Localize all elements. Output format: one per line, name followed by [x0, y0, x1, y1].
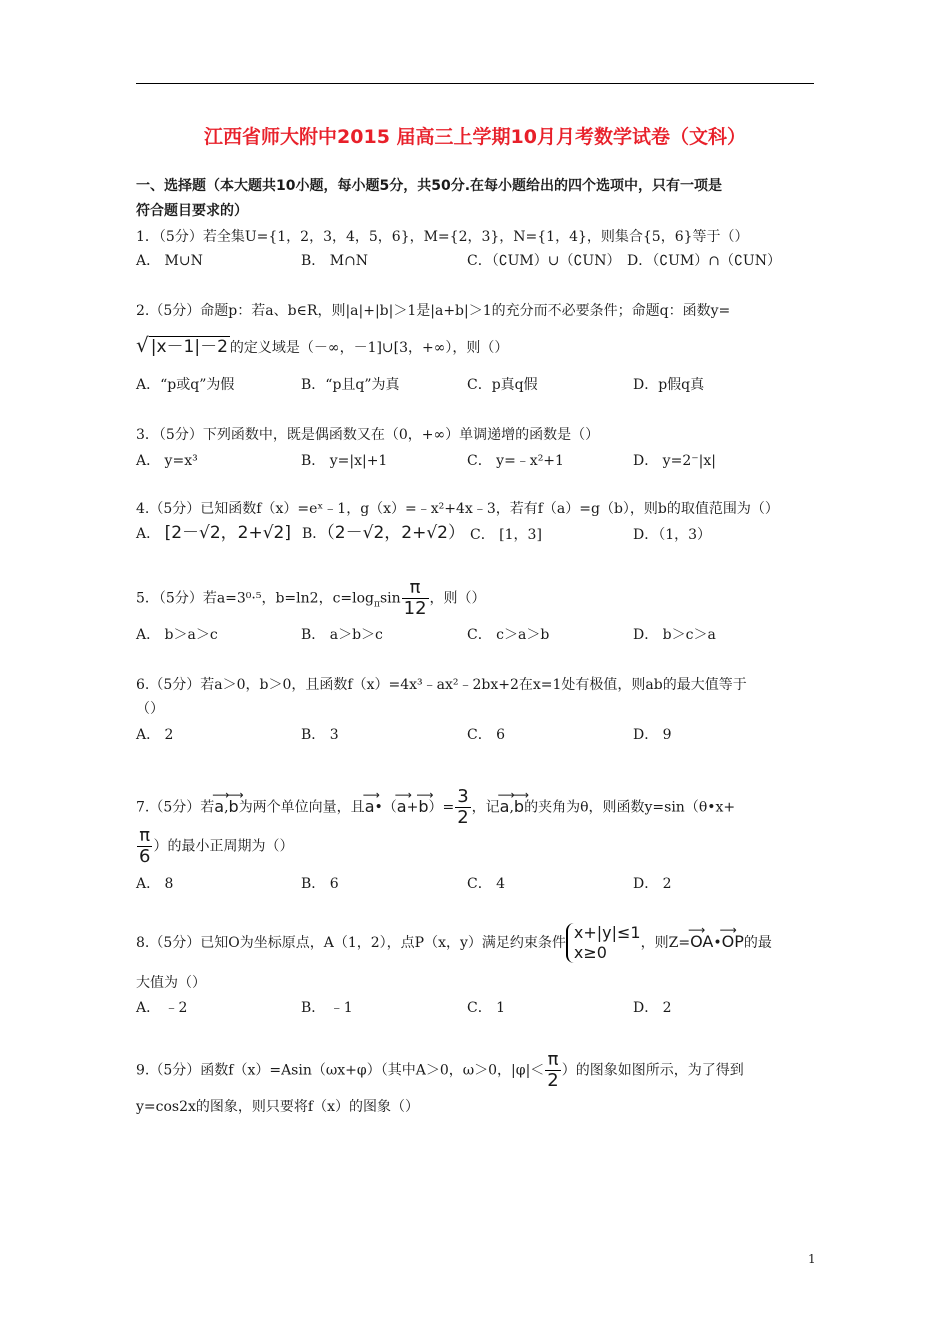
question-6-stem-line2: （）	[136, 701, 164, 717]
q7-fraction-3-2	[455, 787, 470, 828]
q8-stem-c: 的最	[743, 935, 772, 951]
q9-fraction-pi-2	[545, 1050, 560, 1091]
q7-frac1-den: 2	[457, 807, 469, 828]
page-number: 1	[808, 1252, 816, 1266]
q2-option-b[interactable]: B．“p且q”为真	[301, 377, 400, 393]
q8-constraint-2: x≥0	[573, 943, 607, 962]
question-7-stem-line1: 7.（5分）若⟶ a,⟶ b为两个单位向量，且⟶ a•（⟶ a+⟶ b）= $\frac{3}{2}$ ，记⟶ a,⟶ b的夹角为θ，则函数y=sin（θ•x+	[136, 787, 735, 828]
q4-option-b[interactable]: B．（2－√2，2+√2）	[302, 523, 465, 543]
question-6-stem-line1: 6.（5分）若a＞0，b＞0，且函数f（x）=4x³﹣ax²﹣2bx+2在x=1处有极值，则ab的最大值等于	[136, 677, 747, 693]
q7-fraction-pi-6	[137, 826, 152, 867]
q4-option-d[interactable]: D．（1，3）	[633, 527, 712, 543]
q7-frac2-den: 6	[139, 846, 151, 867]
question-9-stem-line2: y=cos2x的图象，则只要将f（x）的图象（）	[136, 1099, 419, 1115]
q2-stem-tail: 的定义域是（－∞，－1]∪[3，+∞），则（）	[229, 340, 509, 356]
question-3-stem: 3．（5分）下列函数中，既是偶函数又在（0，+∞）单调递增的函数是（）	[136, 427, 600, 443]
q7-option-b[interactable]: B． 6	[301, 876, 339, 892]
question-7-stem-line2	[136, 826, 293, 867]
vector-a-4: ⟶ a	[500, 798, 510, 816]
q2-option-d[interactable]: D．p假q真	[633, 377, 705, 393]
exam-title: 江西省师大附中2015 届高三上学期10月月考数学试卷（文科）	[204, 126, 746, 148]
q4-option-b-interval: （2－√2，2+√2）	[326, 523, 465, 543]
q3-option-d[interactable]: D． y=2⁻|x|	[633, 453, 716, 469]
vector-a-3: ⟶ a	[397, 798, 407, 816]
q8-option-a[interactable]: A． ﹣2	[136, 1000, 188, 1016]
q7-frac1-num: 3	[457, 786, 469, 807]
vector-b-3: ⟶ b	[514, 798, 524, 816]
header-rule	[136, 83, 814, 84]
q2-option-a[interactable]: A．“p或q”为假	[136, 377, 235, 393]
q7-option-d[interactable]: D． 2	[633, 876, 672, 892]
q7-stem-d: 的夹角为θ，则函数y=sin（θ•x+	[524, 799, 736, 816]
q8-stem-b: ，则Z=	[640, 935, 691, 951]
q1-option-a[interactable]: A． M∪N	[136, 253, 203, 269]
q3-option-b[interactable]: B． y=|x|+1	[301, 453, 388, 469]
q4-option-a-interval: [2－√2，2+√2]	[164, 523, 291, 543]
q4-option-a[interactable]: A． [2－√2，2+√2]	[136, 523, 291, 543]
q9-stem-a: 9.（5分）函数f（x）=Asin（ωx+φ）（其中A＞0，ω＞0，|φ|＜	[136, 1062, 545, 1079]
vector-b-2: ⟶ b	[418, 798, 428, 816]
q9-frac-num: π	[547, 1049, 559, 1070]
q6-option-d[interactable]: D． 9	[633, 727, 672, 743]
q6-option-b[interactable]: B． 3	[301, 727, 339, 743]
question-1-stem: 1．（5分）若全集U={1，2，3，4，5，6}，M={2，3}，N={1，4}，则集合{5，6}等于（）	[136, 229, 749, 245]
question-4-stem: 4.（5分）已知函数f（x）=eˣ﹣1，g（x）=﹣x²+4x﹣3，若有f（a）=g（b），则b的取值范围为（）	[136, 501, 779, 517]
q7-stem-a: 7.（5分）若	[136, 799, 215, 816]
vector-a-1: ⟶ a	[214, 798, 224, 816]
vector-b-1: ⟶ b	[229, 798, 239, 816]
q5-option-d[interactable]: D． b＞c＞a	[633, 627, 716, 643]
q8-stem-a: 8.（5分）已知O为坐标原点，A（1，2），点P（x，y）满足约束条件	[136, 935, 566, 951]
q5-stem-tail: ，则（）	[429, 590, 486, 607]
question-8-stem-line1: 8.（5分）已知O为坐标原点，A（1，2），点P（x，y）满足约束条件 x+|y|≤1 x≥0 ，则Z=⟶ OA•⟶ OP的最	[136, 923, 772, 963]
q5-option-b[interactable]: B． a＞b＞c	[301, 627, 383, 643]
q8-option-d[interactable]: D． 2	[633, 1000, 672, 1016]
q7-option-c[interactable]: C． 4	[467, 876, 506, 892]
section-heading-line2: 符合题目要求的）	[136, 203, 248, 219]
q7-stem-c: ，记	[471, 799, 500, 816]
vector-OA: ⟶ OA	[690, 933, 713, 951]
q3-option-c[interactable]: C． y=﹣x²+1	[467, 453, 564, 469]
q9-stem-b: ）的图象如图所示，为了得到	[561, 1062, 744, 1079]
q2-option-c[interactable]: C．p真q假	[467, 377, 538, 393]
question-8-stem-line2: 大值为（）	[136, 975, 206, 991]
q6-option-c[interactable]: C． 6	[467, 727, 506, 743]
q9-frac-den: 2	[547, 1070, 559, 1091]
question-9-stem-line1	[136, 1050, 744, 1091]
q1-option-c[interactable]: C．（∁UM）∪（∁UN）	[467, 253, 621, 269]
q5-log-base: π	[374, 599, 380, 610]
q7-stem-b: 为两个单位向量，且	[238, 799, 365, 816]
q7-stem-tail: ）的最小正周期为（）	[153, 838, 294, 855]
question-5-stem: 5．（5分）若a=3⁰·⁵，b=ln2，$c=\log_\pi\sin$ $\frac{\pi}{12}$ ，则（）	[136, 577, 486, 619]
q1-option-b[interactable]: B． M∩N	[301, 253, 369, 269]
question-2-stem-line2	[136, 333, 509, 357]
q8-constraint-system	[566, 923, 641, 963]
section-heading-line1: 一、选择题（本大题共10小题，每小题5分，共50分.在每小题给出的四个选项中，只有一项是	[136, 178, 723, 194]
q8-constraint-1: x+|y|≤1	[573, 923, 641, 942]
q8-option-c[interactable]: C． 1	[467, 1000, 506, 1016]
q5-option-c[interactable]: C． c＞a＞b	[467, 627, 550, 643]
q1-option-d[interactable]: D．（∁UM）∩（∁UN）	[627, 253, 781, 269]
vector-a-2: ⟶ a	[365, 798, 375, 816]
q2-radicand: |x－1|－2	[150, 337, 228, 357]
q6-option-a[interactable]: A． 2	[136, 727, 174, 743]
q3-option-a[interactable]: A． y=x³	[136, 453, 198, 469]
vector-OP: ⟶ OP	[722, 933, 744, 951]
q5-fraction	[402, 578, 429, 619]
q5-frac-num: π	[409, 577, 421, 598]
q5-stem-text: 5．（5分）若a=3⁰·⁵，b=ln2，c=log	[136, 590, 375, 607]
q8-option-b[interactable]: B． ﹣1	[301, 1000, 353, 1016]
sqrt-symbol: √	[136, 333, 149, 357]
question-2-stem-line1: 2.（5分）命题p：若a、b∈R，则|a|+|b|＞1是|a+b|＞1的充分而不必要条件；命题q：函数y=	[136, 303, 731, 319]
q5-option-a[interactable]: A． b＞a＞c	[136, 627, 218, 643]
q7-option-a[interactable]: A． 8	[136, 876, 174, 892]
q7-frac2-num: π	[139, 825, 151, 846]
q5-frac-den: 12	[403, 598, 427, 619]
q4-option-c[interactable]: C． [1，3]	[470, 527, 542, 543]
